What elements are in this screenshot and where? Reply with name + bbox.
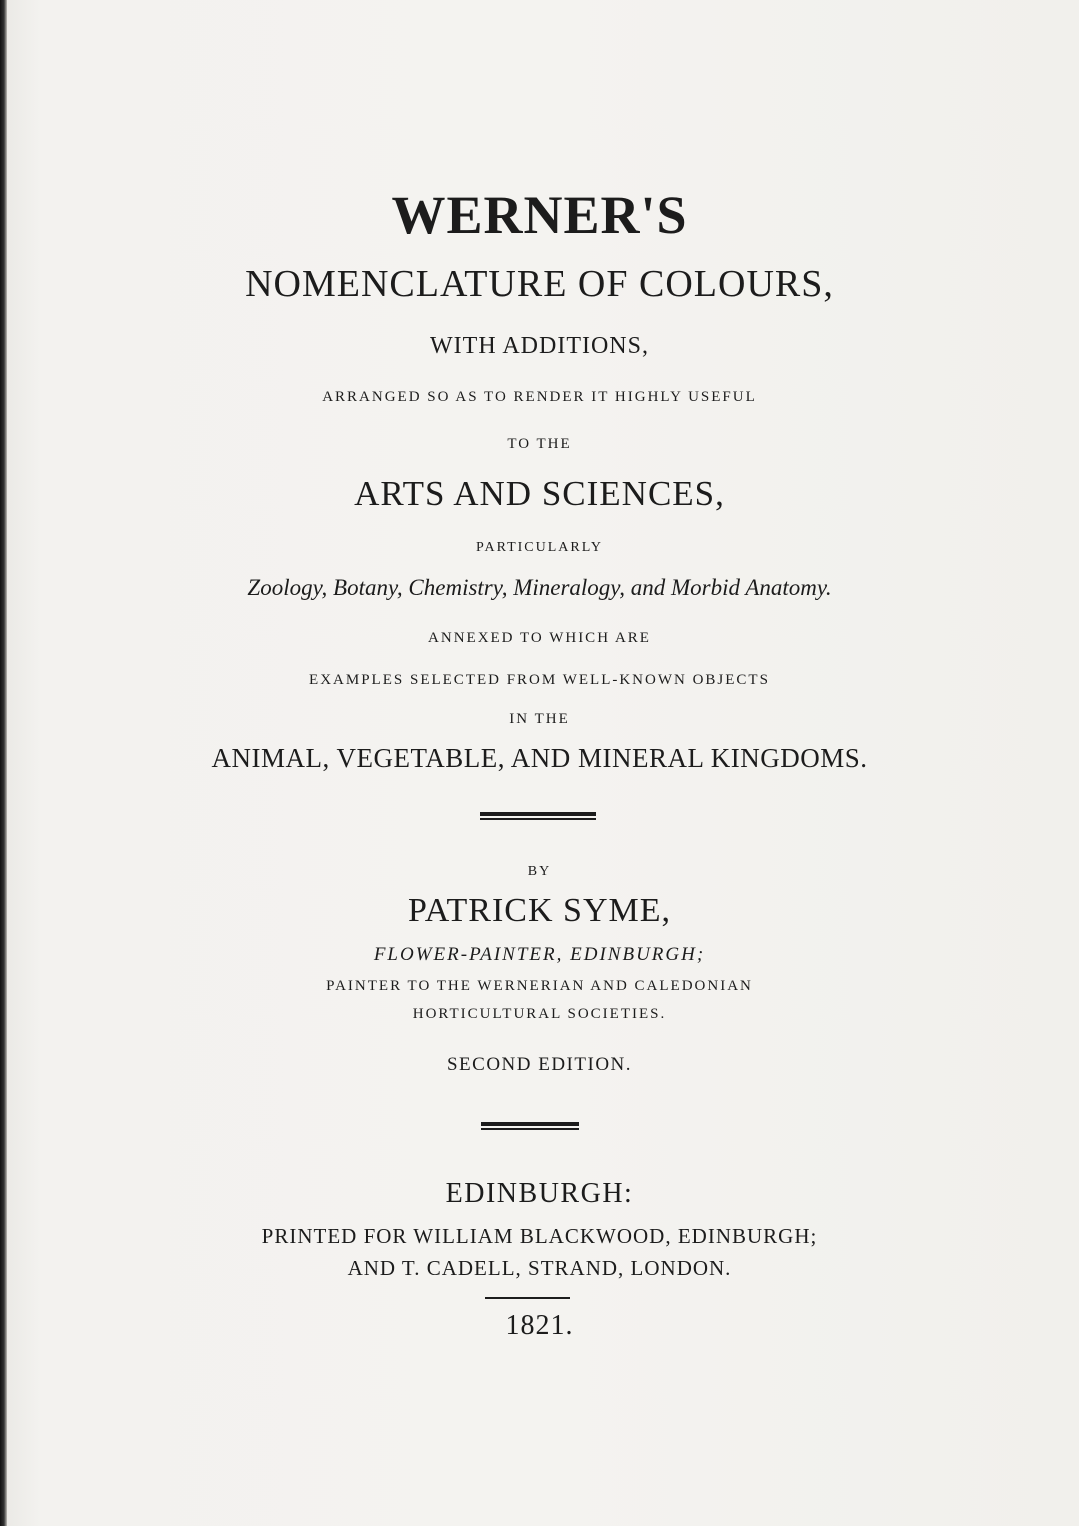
author-name: PATRICK SYME,	[407, 892, 672, 929]
annexed-line: ANNEXED TO WHICH ARE	[428, 630, 651, 646]
ornamental-rule-upper	[480, 812, 596, 820]
author-role-line3: HORTICULTURAL SOCIETIES.	[412, 1006, 667, 1022]
book-title: WERNER'S	[391, 185, 688, 245]
ornamental-rule-lower	[481, 1122, 579, 1130]
printer-line-1: PRINTED FOR WILLIAM BLACKWOOD, EDINBURGH;	[261, 1224, 818, 1248]
additions-line: WITH ADDITIONS,	[430, 333, 649, 359]
subjects-line: Zoology, Botany, Chemistry, Mineralogy, and Morbid Anatomy.	[247, 575, 832, 600]
printer-line-2: AND T. CADELL, STRAND, LONDON.	[347, 1256, 732, 1280]
edition-line: SECOND EDITION.	[446, 1054, 633, 1075]
author-role-line2: PAINTER TO THE WERNERIAN AND CALEDONIAN	[326, 978, 753, 994]
by-line: BY	[527, 864, 552, 879]
publication-year: 1821.	[505, 1310, 574, 1341]
arranged-line: ARRANGED SO AS TO RENDER IT HIGHLY USEFUL	[322, 389, 757, 405]
kingdoms-line: ANIMAL, VEGETABLE, AND MINERAL KINGDOMS.	[211, 743, 868, 773]
particularly-line: PARTICULARLY	[475, 540, 604, 555]
author-role: FLOWER-PAINTER, EDINBURGH;	[373, 944, 706, 965]
book-subtitle: NOMENCLATURE OF COLOURS,	[245, 263, 834, 305]
in-the-line: IN THE	[509, 711, 570, 727]
to-the-line: TO THE	[507, 436, 572, 452]
publication-place: EDINBURGH:	[445, 1178, 634, 1209]
examples-line: EXAMPLES SELECTED FROM WELL-KNOWN OBJECTS	[309, 672, 770, 688]
arts-sciences-line: ARTS AND SCIENCES,	[354, 474, 725, 513]
year-rule	[485, 1297, 570, 1299]
